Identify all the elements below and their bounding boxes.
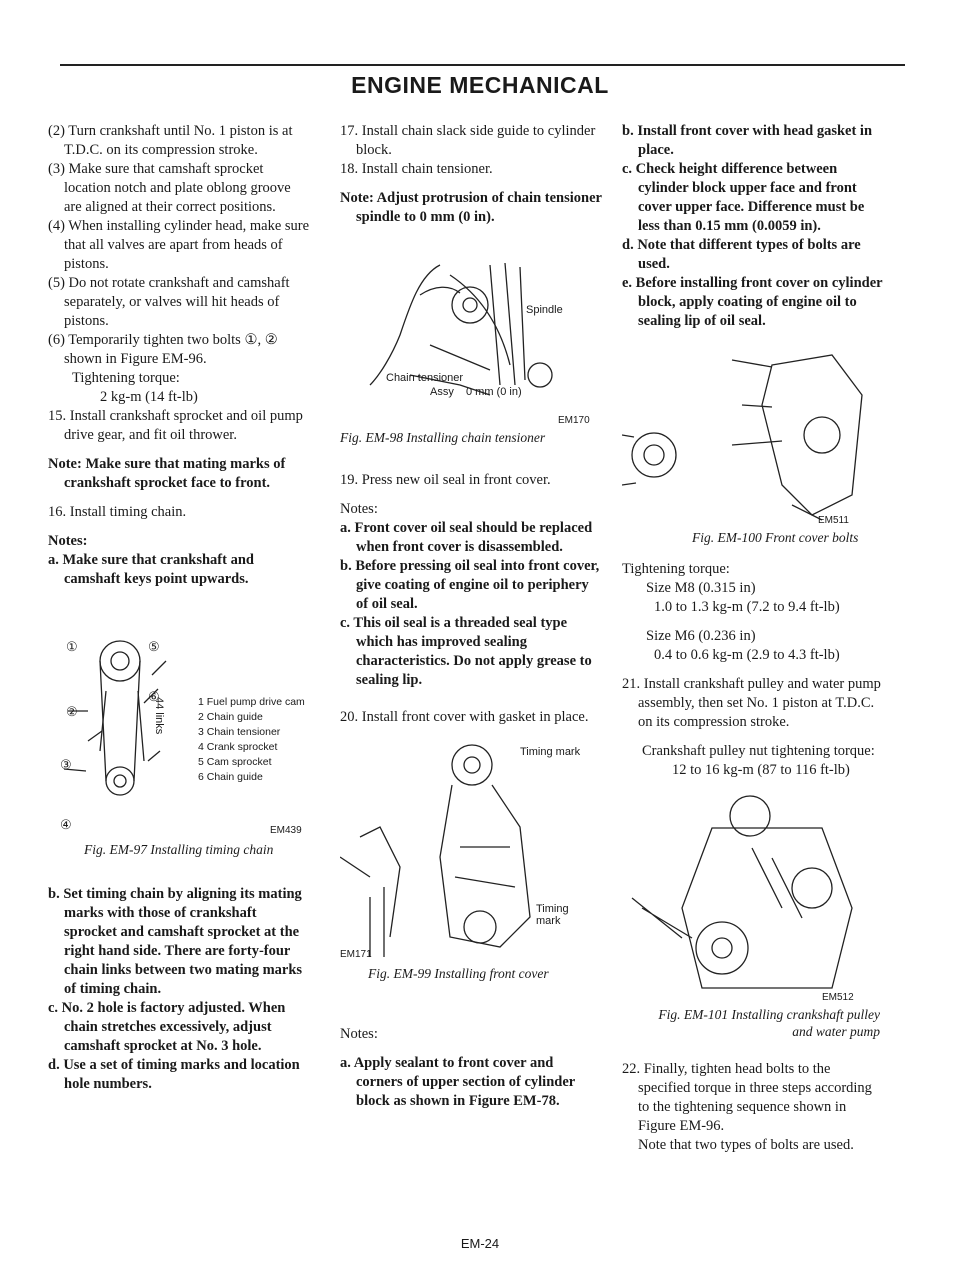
legend-item: 6 Chain guide [198, 771, 263, 783]
note-c: c. This oil seal is a threaded seal type which has improved sealing characteristics. Do not apply grease to sealing lip. [340, 615, 592, 688]
note-c: c. Check height difference between cylinder block upper face and front cover upper face. Difference must be less than 0.15 mm (0.0059 in). [622, 161, 865, 234]
note-b: b. Install front cover with head gasket in place. [622, 123, 873, 158]
tensioner-label: Chain tensioner [386, 372, 464, 384]
callout-4: ④ [60, 817, 72, 832]
figure-code-text: EM512 [822, 992, 854, 1003]
step-3: (3) Make sure that camshaft sprocket location notch and plate oblong groove are aligned at their correct positions. [48, 161, 291, 215]
callout-3: ③ [60, 757, 72, 772]
figure-code [822, 988, 854, 1007]
notes-label: Notes: [48, 533, 88, 549]
zero-mm-label: 0 mm (0 in) [466, 386, 522, 398]
legend-item: 5 Cam sprocket [198, 756, 272, 768]
step-5: (5) Do not rotate crankshaft and camshaft separately, or valves will hit heads of pistons. [48, 275, 290, 329]
timing-mark-top: Timing mark [520, 746, 581, 758]
page-title: ENGINE MECHANICAL [351, 72, 609, 98]
callout-5: ⑤ [148, 639, 160, 654]
m8-size: Size M8 (0.315 in) [646, 580, 756, 596]
figure-em101 [622, 788, 884, 1046]
torque-label: Tightening torque: [622, 561, 730, 577]
links-label: 44 links [153, 697, 165, 735]
step-18: 18. Install chain tensioner. [340, 161, 493, 177]
pulley-label: Crankshaft pulley nut tightening torque: [642, 743, 875, 759]
figure-em97 [48, 631, 310, 863]
note-b: b. Set timing chain by aligning its mating marks with those of crankshaft sprocket and camshaft sprocket at the right hand side. There are forty-four chain links between two mating marks of timing chain. [48, 886, 303, 997]
figure-em100 [622, 345, 884, 550]
m6-size: Size M6 (0.236 in) [646, 628, 756, 644]
column-left [48, 122, 310, 1094]
m8-value: 1.0 to 1.3 kg-m (7.2 to 9.4 ft-lb) [654, 599, 840, 615]
figure-caption: Fig. EM-100 Front cover bolts [692, 530, 859, 545]
torque-value: 2 kg-m (14 ft-lb) [100, 389, 198, 405]
m6-value: 0.4 to 0.6 kg-m (2.9 to 4.3 ft-lb) [654, 647, 840, 663]
note-a: a. Make sure that crankshaft and camshaft keys point upwards. [48, 552, 254, 587]
step-4: (4) When installing cylinder head, make sure that all valves are apart from heads of pistons. [48, 218, 310, 272]
step-22: 22. Finally, tighten head bolts to the specified torque in three steps according to the tightening sequence shown in Figure EM-96. [622, 1061, 872, 1134]
page-number: EM-24 [460, 1236, 500, 1251]
step-6: (6) Temporarily tighten two bolts ①, ② shown in Figure EM-96. [48, 332, 278, 367]
figure-caption: Fig. EM-98 Installing chain tensioner [340, 430, 546, 445]
note-mating: Note: Make sure that mating marks of crankshaft sprocket face to front. [48, 456, 286, 491]
front-cover-bolts-illustration [622, 345, 884, 525]
legend-item: 2 Chain guide [198, 711, 263, 723]
step-15: 15. Install crankshaft sprocket and oil pump drive gear, and fit oil thrower. [48, 408, 303, 443]
front-cover-illustration [340, 737, 602, 967]
step-2: (2) Turn crankshaft until No. 1 piston is at T.D.C. on its compression stroke. [48, 123, 293, 158]
callout-1: ① [66, 639, 78, 654]
figure-caption: Fig. EM-97 Installing timing chain [84, 842, 274, 857]
step-20: 20. Install front cover with gasket in place. [340, 709, 589, 725]
note-c: c. No. 2 hole is factory adjusted. When chain stretches excessively, adjust camshaft sprocket at No. 3 hole. [48, 1000, 286, 1054]
callout-6: ⑥ [148, 689, 160, 704]
note-adjust: Note: Adjust protrusion of chain tensioner spindle to 0 mm (0 in). [340, 190, 602, 225]
note-a: a. Front cover oil seal should be replaced when front cover is disassembled. [340, 520, 593, 555]
pulley-value: 12 to 16 kg-m (87 to 116 ft-lb) [672, 762, 850, 778]
assy-label: Assy [430, 386, 454, 398]
note-e: e. Before installing front cover on cylinder block, apply coating of engine oil to sealing lip of oil seal. [622, 275, 883, 329]
step-21: 21. Install crankshaft pulley and water pump assembly, then set No. 1 piston at T.D.C. on its compression stroke. [622, 676, 881, 730]
callout-2: ② [66, 704, 78, 719]
column-middle [340, 122, 602, 1111]
figure-caption: Fig. EM-101 Installing crankshaft pulley and water pump [658, 1007, 880, 1039]
note2-a: a. Apply sealant to front cover and corners of upper section of cylinder block as shown in Figure EM-78. [340, 1055, 575, 1109]
figure-em99 [340, 737, 602, 997]
column-right [622, 122, 884, 1155]
note-d: d. Use a set of timing marks and location hole numbers. [48, 1057, 300, 1092]
spindle-label: Spindle [526, 304, 563, 316]
notes-label: Notes: [340, 501, 378, 517]
torque-label: Tightening torque: [72, 370, 180, 386]
step-17: 17. Install chain slack side guide to cylinder block. [340, 123, 596, 158]
figure-code: EM170 [558, 415, 590, 426]
note-b: b. Before pressing oil seal into front cover, give coating of engine oil to periphery of oil seal. [340, 558, 600, 612]
legend-item: 1 Fuel pump drive cam [198, 696, 305, 708]
figure-code: EM439 [270, 825, 302, 836]
note-two-types: Note that two types of bolts are used. [638, 1137, 854, 1153]
header-rule [60, 64, 905, 66]
fig97-legend [198, 695, 305, 785]
legend-item: 3 Chain tensioner [198, 726, 281, 738]
step-19: 19. Press new oil seal in front cover. [340, 472, 551, 488]
step-16: 16. Install timing chain. [48, 504, 187, 520]
notes2-label: Notes: [340, 1026, 378, 1042]
pulley-water-pump-illustration [622, 788, 884, 1004]
note-d: d. Note that different types of bolts are used. [622, 237, 861, 272]
figure-code: EM171 [340, 949, 372, 960]
timing-mark-bottom: Timing mark [536, 903, 569, 927]
figure-code: EM511 [818, 515, 849, 526]
figure-caption: Fig. EM-99 Installing front cover [368, 966, 549, 981]
figure-em98 [340, 235, 602, 451]
legend-item: 4 Crank sprocket [198, 741, 278, 753]
